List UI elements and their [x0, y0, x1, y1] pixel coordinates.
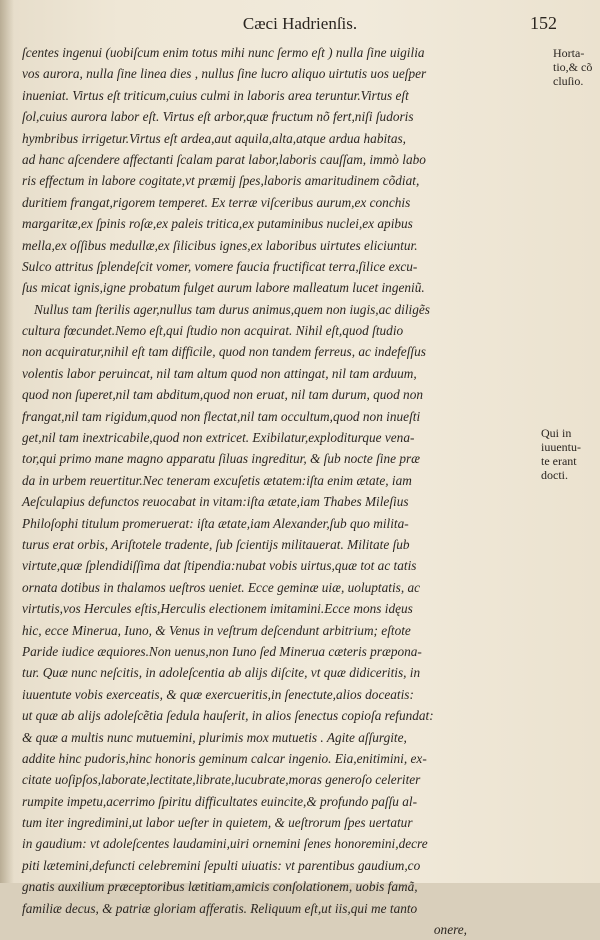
text-line: frangat,nil tam rigidum,quod non flectat,nil tam occultum,quod non inueſti [22, 408, 421, 424]
text-line: citate uoſipſos,laborate,lectitate,librate,lucubrate,moras generoſo celeriter [22, 772, 421, 788]
text-line: familiæ decus, & patriæ gloriam afferatis. Reliquum eſt,ut iis,qui me tanto [22, 900, 418, 916]
text-line: in gaudium: vt adoleſcentes laudamini,uiri ornemini ſenes honoremini,decre [22, 836, 428, 852]
text-line: ris effectum in labore cogitate,vt præmij ſpes,laboris amaritudinem cõdiat, [22, 173, 420, 189]
text-line: duritiem frangat,rigorem temperet. Ex terræ viſceribus aurum,ex conchis [22, 194, 411, 210]
marginal-note-line: docti. [541, 468, 568, 482]
text-line: Sulco attritus ſplendeſcit vomer, vomere faucia fructificat terra,ſilice excu- [22, 258, 418, 274]
text-line: hic, ecce Minerua, Iuno, & Venus in veſtrum deſcendunt arbitrium; eſtote [22, 622, 411, 638]
text-line: iuuentute vobis exerceatis, & quæ exercueritis,in ſenectute,alios doceatis: [22, 686, 414, 702]
text-line: mella,ex oſſibus medullæ,ex ſilicibus ignes,ex laboribus uirtutes eliciuntur. [22, 237, 418, 253]
text-line: cultura fœcundet.Nemo eſt,qui ſtudio non acquirat. Nihil eſt,quod ſtudio [22, 323, 404, 339]
marginal-note-line: Horta- [553, 46, 585, 60]
text-line: volentis labor peruincat, nil tam altum quod non attingat, nil tam arduum, [22, 365, 417, 381]
text-line: non acquiratur,nihil eſt tam difficile, quod non tandem ferreus, ac indefeſſus [22, 344, 426, 360]
text-line: ut quæ ab alijs adoleſcẽtia ſedula hauſerit, in alios ſenectus copioſa refundat: [22, 708, 434, 724]
marginal-note-line: cluſio. [553, 74, 584, 88]
marginal-note-line: Qui in [541, 426, 572, 440]
text-line: ſcentes ingenui (uobiſcum enim totus mihi nunc ſermo eſt ) nulla ſine uigilia [22, 45, 425, 60]
text-line: addite hinc pudoris,hinc honoris geminum calcar ingenio. Eia,enitimini, ex- [22, 750, 427, 766]
text-line: ornata dotibus in thalamos ueſtros ueniet. Ecce geminæ uiæ, uoluptatis, ac [22, 579, 421, 595]
text-line: piti lætemini,defuncti celebremini ſepulti uiuatis: vt parentibus gaudium,co [22, 857, 421, 873]
marginal-note-line: iuuentu- [541, 440, 581, 454]
text-line: virtute,quæ ſplendidiſſima dat ſtipendia:nubat vobis uirtus,quæ tot ac tatis [22, 558, 417, 574]
text-line: & quæ a multis nunc mutuemini, plurimis mox mutuetis . Agite aſſurgite, [22, 729, 407, 745]
marginal-note-line: tio,& cõ [553, 60, 593, 74]
page-gutter-shadow [0, 0, 14, 883]
text-line: Philoſophi titulum promeruerat: iſta ætate,iam Alexander,ſub quo milita- [22, 515, 409, 531]
text-line: hymbribus irrigetur.Virtus eſt ardea,aut aquila,alta,atque ardua habitas, [22, 130, 407, 146]
text-line: ſol,cuius aurora labor eſt. Virtus eſt arbor,quæ fructum nõ fert,niſi ſudoris [22, 109, 414, 125]
text-line: margaritæ,ex ſpinis roſæ,ex paleis tritica,ex putaminibus nuclei,ex apibus [22, 216, 413, 232]
running-head: Cæci Hadrienſis. [242, 14, 358, 33]
text-block [22, 42, 537, 940]
text-line: quod non ſuperet,nil tam abditum,quod non eruat, nil tam durum, quod non [22, 387, 423, 403]
text-line: virtutis,vos Hercules eſtis,Herculis electionem imitamini.Ecce mons idęus [22, 601, 413, 617]
text-line: inueniat. Virtus eſt triticum,cuius culmi in laboris area teruntur.Virtus eſt [22, 87, 409, 103]
text-line: ad hanc aſcendere affectanti ſcalam parat labor,laboris cauſſam, immò labo [22, 151, 426, 167]
text-line: vos aurora, nulla ſine linea dies , nullus ſine lucro aliquo uirtutis uos ueſper [22, 66, 427, 82]
marginal-note [541, 426, 581, 482]
text-line: Paride iudice æquiores.Non uenus,non Iuno ſed Minerua cæteris præpona- [22, 643, 422, 659]
text-line: tum iter ingredimini,ut labor ueſter in quietem, & ueſtrorum ſpes uertatur [22, 815, 413, 831]
text-line: turus erat orbis, Ariſtotele tradente, ſub ſcientijs militauerat. Militate ſub [22, 536, 410, 552]
text-line: tur. Quæ nunc neſcitis, in adoleſcentia ab alijs diſcite, vt quæ didiceritis, in [22, 665, 421, 681]
marginal-note [553, 46, 592, 88]
page-number: 152 [530, 13, 557, 33]
text-line: tor,qui primo mane magno apparatu ſiluas ingreditur, & ſub nocte ſine præ [22, 451, 421, 467]
text-line: Aeſculapius defunctos reuocabat in vitam:iſta ætate,iam Thabes Mileſius [22, 494, 409, 510]
text-line: get,nil tam inextricabile,quod non extricet. Exibilatur,exploditurque vena- [22, 430, 415, 446]
marginal-note-line: te erant [541, 454, 577, 468]
catchword: onere, [433, 922, 467, 938]
text-line: gnatis auxilium præceptoribus lætitiam,amicis conſolationem, uobis famã, [22, 879, 418, 895]
text-line: ſus micat ignis,igne probatum fulget aurum labore malleatum lucet ingeniũ. [22, 280, 425, 296]
text-line: da in urbem reuertitur.Nec teneram excuſetis ætatem:iſta enim ætate, iam [22, 472, 412, 488]
text-line: rumpite impetu,acerrimo ſpiritu difficultates euincite,& profundo paſſu al- [22, 793, 418, 809]
page-header [0, 14, 600, 38]
text-line: Nullus tam ſterilis ager,nullus tam durus animus,quem non iugis,ac diligẽs [34, 301, 430, 317]
